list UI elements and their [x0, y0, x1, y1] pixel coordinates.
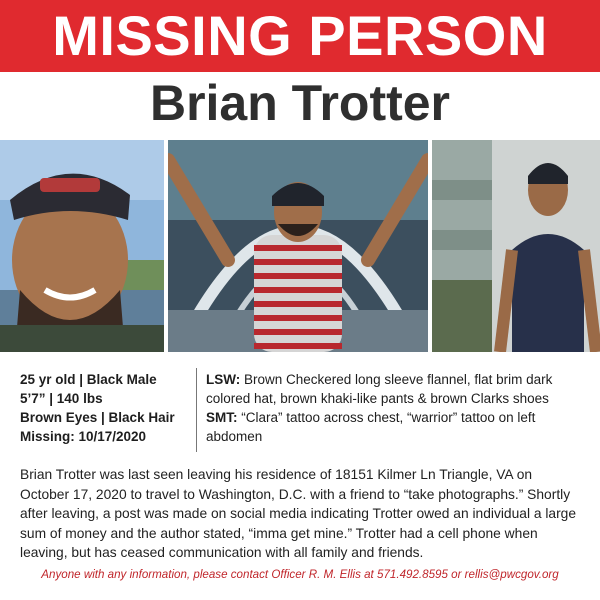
- physical-stats: [20, 370, 190, 446]
- contact-footer: Anyone with any information, please contact Officer R. M. Ellis at 571.492.8595 or rellis@pwcgov.org: [41, 568, 559, 581]
- lsw-text: Brown Checkered long sleeve flannel, flat brim dark colored hat, brown khaki-like pants & brown Clarks shoes: [206, 372, 553, 406]
- info-divider: [196, 368, 197, 452]
- stat-age-race: 25 yr old | Black Male: [20, 372, 157, 387]
- scars-marks-tattoos: [206, 408, 586, 446]
- narrative-paragraph: Brian Trotter was last seen leaving his residence of 18151 Kilmer Ln Triangle, VA on October 17, 2020 to travel to Washington, D.C. with a friend to “take photographs.” Shortly after leaving, a post was made on social media indicating Trotter owed an individual a large sum of money and the author stated, “imma get mine.” Trotter had a cell phone when leaving, but has ceased communication with all family and friends.: [20, 467, 577, 561]
- header-banner: [0, 0, 600, 72]
- photo-arms-raised: [168, 140, 428, 352]
- stat-height-weight: 5’7” | 140 lbs: [20, 391, 103, 406]
- banner-title: MISSING PERSON: [52, 4, 548, 67]
- photo-standing: [432, 140, 600, 352]
- lsw-label: LSW:: [206, 372, 241, 387]
- person-name: Brian Trotter: [149, 75, 451, 131]
- smt-label: SMT:: [206, 410, 238, 425]
- last-seen-wearing: [206, 370, 586, 408]
- photo-strip: [0, 140, 600, 352]
- stat-missing-date: Missing: 10/17/2020: [20, 429, 147, 444]
- info-section: [0, 364, 600, 454]
- description-block: [206, 370, 586, 446]
- stat-eyes-hair: Brown Eyes | Black Hair: [20, 410, 175, 425]
- photo-selfie: [0, 140, 164, 352]
- smt-text: “Clara” tattoo across chest, “warrior” tattoo on left abdomen: [206, 410, 536, 444]
